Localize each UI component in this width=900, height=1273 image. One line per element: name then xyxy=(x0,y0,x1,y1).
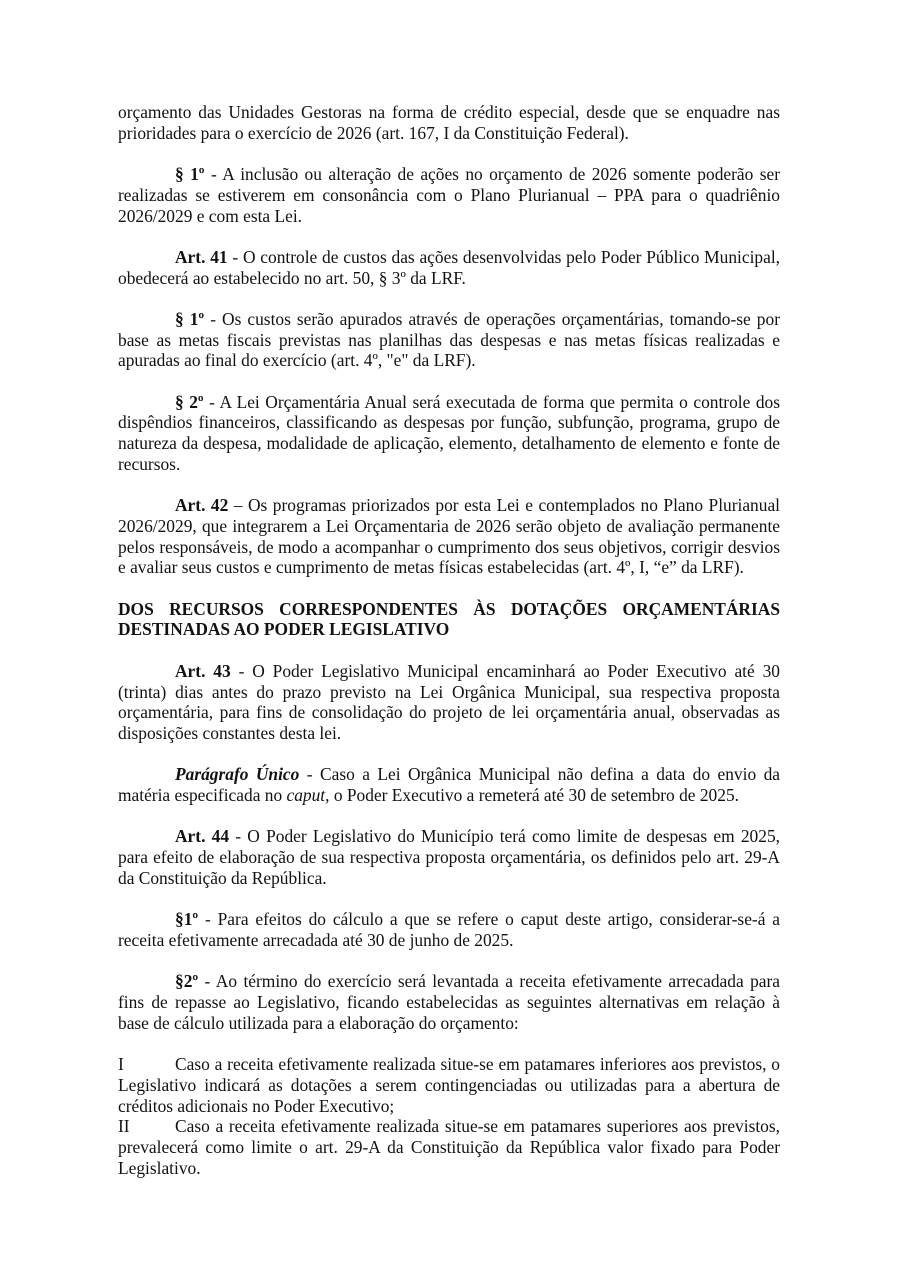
text-segment: - O Poder Legislativo do Município terá como limite de despesas em 2025, para efeito de elaboração de sua respectiva proposta orçamentária, os definidos pelo art. 29-A da Constituição da República. xyxy=(118,826,780,888)
text-segment: §1º xyxy=(175,909,199,930)
paragraph xyxy=(118,971,780,1033)
text-segment: Caso a receita efetivamente realizada situe-se em patamares inferiores aos previstos, o Legislativo indicará as dotações a serem contingenciadas ou utilizadas para a abertura de créditos adicionais no Poder Executivo; xyxy=(118,1054,780,1116)
paragraph xyxy=(118,164,780,226)
text-segment: - O controle de custos das ações desenvolvidas pelo Poder Público Municipal, obedecerá ao estabelecido no art. 50, § 3º da LRF. xyxy=(118,246,781,288)
text-segment: , o Poder Executivo a remeterá até 30 de setembro de 2025. xyxy=(325,785,739,806)
text-segment: - A inclusão ou alteração de ações no orçamento de 2026 somente poderão ser realizadas se estiverem em consonância com o Plano Plurianual – PPA para o quadriênio 2026/2029 e com esta Lei. xyxy=(118,164,781,226)
text-segment: caput xyxy=(286,785,326,806)
text-segment: - Para efeitos do cálculo a que se refere o caput deste artigo, considerar-se-á a receita efetivamente arrecadada até 30 de junho de 2025. xyxy=(118,909,780,950)
paragraph xyxy=(118,764,780,805)
paragraph xyxy=(118,661,780,744)
list-item xyxy=(118,1116,780,1178)
text-segment: Art. 44 xyxy=(175,826,230,847)
text-segment: Art. 41 xyxy=(175,246,228,267)
list-item xyxy=(118,1054,780,1116)
text-segment: orçamento das Unidades Gestoras na forma de crédito especial, desde que se enquadre nas prioridades para o exercício de 2026 (art. 167, I da Constituição Federal). xyxy=(118,102,780,143)
paragraph xyxy=(118,826,780,888)
text-segment: - Ao término do exercício será levantada a receita efetivamente arrecadada para fins de repasse ao Legislativo, ficando estabelecidas as seguintes alternativas em relação à base de cálculo utilizada para a elaboração do orçamento: xyxy=(118,971,780,1033)
text-segment: - Os custos serão apurados através de operações orçamentárias, tomando-se por base as metas fiscais previstas nas planilhas das despesas e nas metas físicas realizadas e apuradas ao final do exercício (art. 4º, "e" da LRF). xyxy=(118,308,780,371)
text-segment: § 1º xyxy=(175,308,205,329)
paragraph xyxy=(118,909,780,950)
text-segment: Caso a receita efetivamente realizada situe-se em patamares superiores aos previstos, prevalecerá como limite o art. 29-A da Constituição da República valor fixado para Poder Legislativo. xyxy=(118,1116,780,1178)
text-segment: Art. 43 xyxy=(175,660,231,681)
section-heading xyxy=(118,599,780,640)
paragraph xyxy=(118,247,780,288)
text-segment: – Os programas priorizados por esta Lei e contemplados no Plano Plurianual 2026/2029, que integrarem a Lei Orçamentaria de 2026 serão objeto de avaliação permanente pelos responsáveis, de modo a acompanhar o cumprimento dos seus objetivos, corrigir desvios e avaliar seus custos e cumprimento de metas físicas estabelecidas (art. 4º, I, “e” da LRF). xyxy=(118,495,780,578)
list-item-numeral: II xyxy=(118,1116,130,1137)
text-segment: §2º xyxy=(175,971,199,992)
paragraph xyxy=(118,392,780,475)
text-segment: DOS RECURSOS CORRESPONDENTES ÀS DOTAÇÕES ORÇAMENTÁRIAS DESTINADAS AO PODER LEGISLATIVO xyxy=(118,598,780,640)
paragraph xyxy=(118,102,780,143)
paragraph xyxy=(118,309,780,371)
text-segment: Parágrafo Único xyxy=(175,764,300,785)
list-item-numeral: I xyxy=(118,1054,124,1075)
text-segment: § 2º xyxy=(175,391,204,412)
text-segment: - A Lei Orçamentária Anual será executada de forma que permita o controle dos dispêndios financeiros, classificando as despesas por função, subfunção, programa, grupo de natureza da despesa, modalidade de aplicação, elemento, detalhamento de elemento e fonte de recursos. xyxy=(118,391,780,474)
text-segment: - O Poder Legislativo Municipal encaminhará ao Poder Executivo até 30 (trinta) dias antes do prazo previsto na Lei Orgânica Municipal, sua respectiva proposta orçamentária, para fins de consolidação do projeto de lei orçamentária anual, observadas as disposições constantes desta lei. xyxy=(118,660,780,743)
text-segment: Art. 42 xyxy=(175,495,229,516)
document-body xyxy=(118,102,780,1178)
text-segment: - Caso a Lei Orgânica Municipal não defina a data do envio da matéria especificada no xyxy=(118,764,780,806)
paragraph xyxy=(118,495,780,578)
text-segment: § 1º xyxy=(175,164,205,185)
